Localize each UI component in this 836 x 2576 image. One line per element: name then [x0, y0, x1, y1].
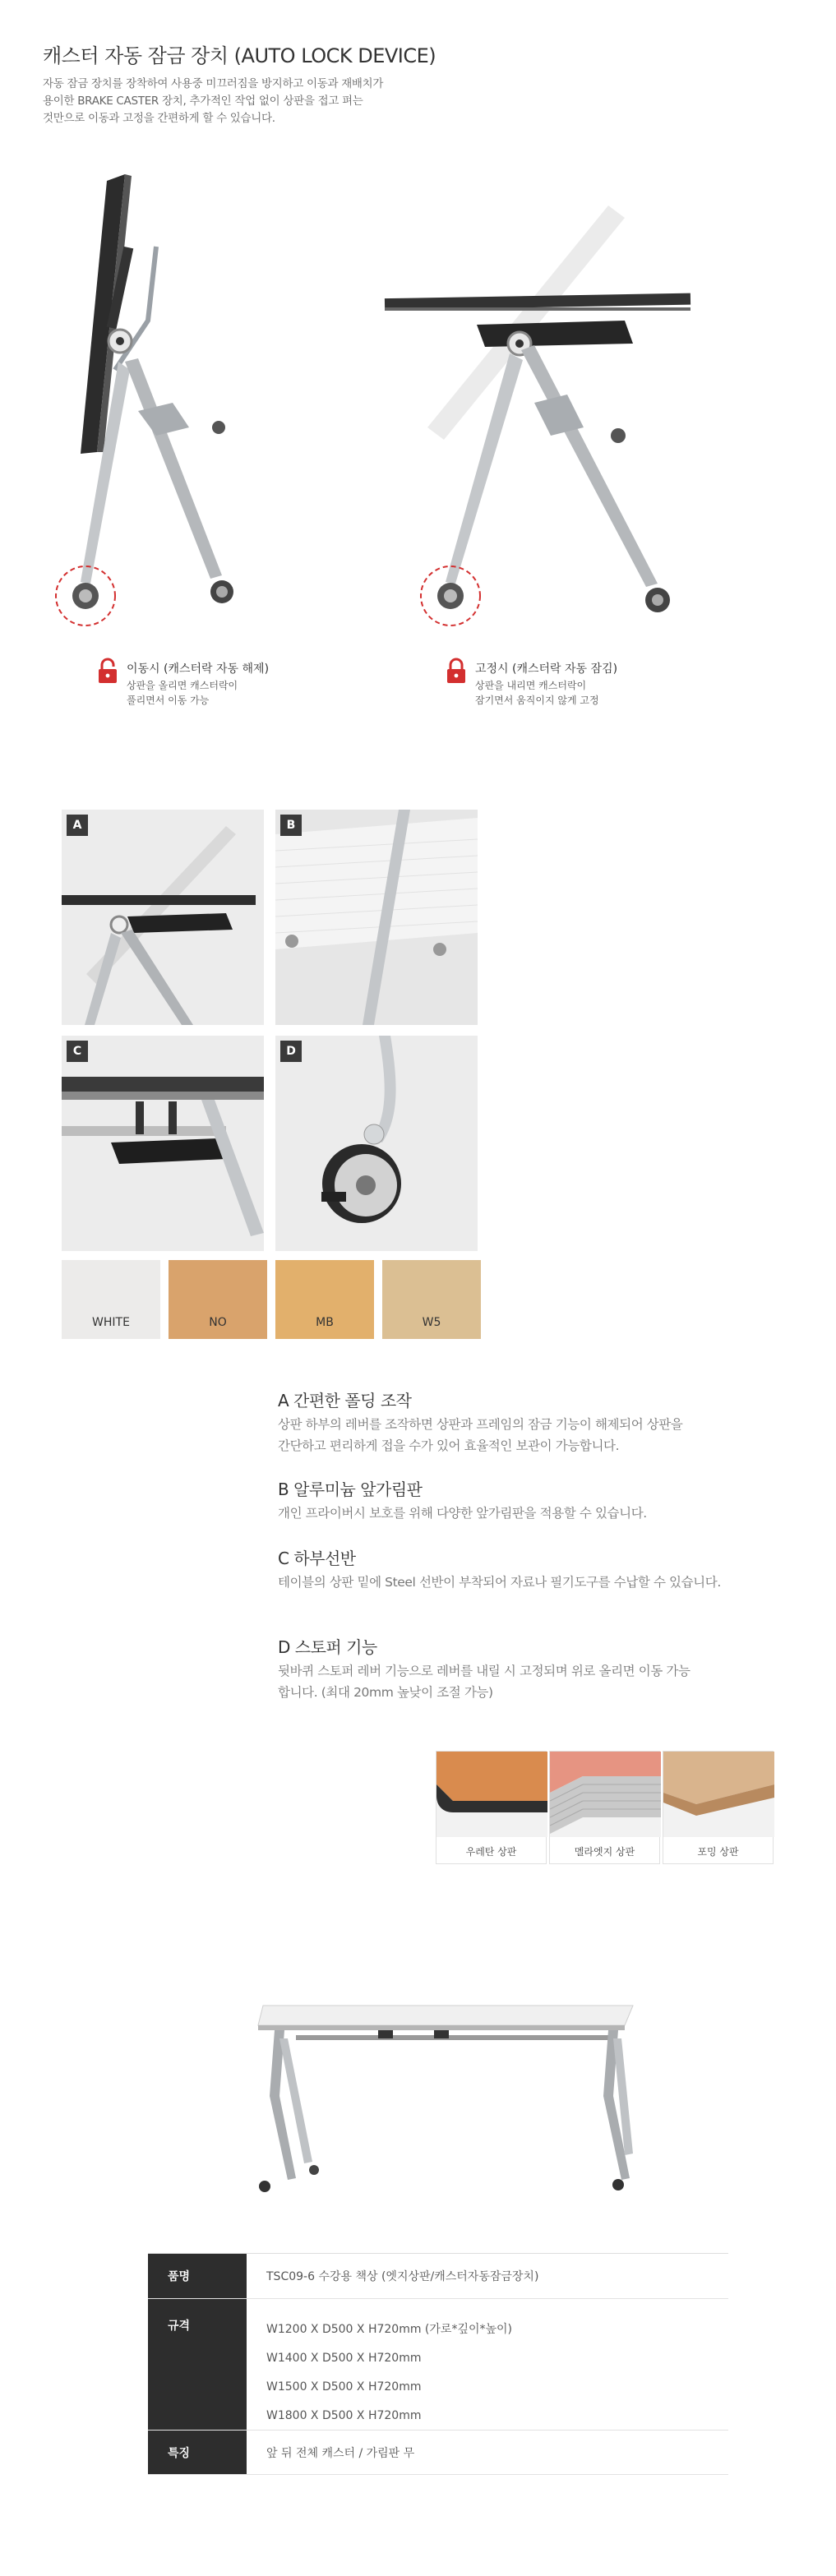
swatch-label: NO	[209, 1316, 227, 1329]
top-urethane	[436, 1751, 547, 1864]
intro-text	[43, 76, 454, 127]
feature-desc-line: 합니다. (최대 20mm 높낮이 조절 가능)	[278, 1685, 493, 1700]
spec-row-name	[148, 2254, 728, 2299]
spec-size-line: W1500 X D500 X H720mm	[266, 2380, 422, 2394]
top-label: 포밍 상판	[697, 1845, 739, 1858]
feature-c-desc	[278, 1572, 721, 1593]
feature-desc-line: 간단하고 편리하게 접을 수가 있어 효율적인 보관이 가능합니다.	[278, 1438, 620, 1453]
feature-desc-line: 개인 프라이버시 보호를 위해 다양한 앞가림판을 적용할 수 있습니다.	[278, 1506, 647, 1521]
spec-size-line: W1800 X D500 X H720mm	[266, 2409, 422, 2422]
feature-c-title: C 하부선반	[278, 1549, 356, 1568]
spec-row-size	[148, 2299, 728, 2431]
top-forming	[663, 1751, 774, 1864]
spec-size-line: W1200 X D500 X H720mm (가로*깊이*높이)	[266, 2323, 512, 2336]
swatch-label: W5	[422, 1316, 441, 1329]
state-desc-line: 상판을 올리면 캐스터락이	[127, 680, 238, 691]
state-desc	[475, 678, 617, 708]
top-label: 우레탄 상판	[465, 1845, 517, 1858]
open-desk-image	[378, 156, 723, 649]
spec-table	[148, 2253, 728, 2475]
state-desc-line: 잠기면서 움직이지 않게 고정	[475, 695, 599, 706]
state-title: 이동시 (캐스터락 자동 해제)	[127, 662, 270, 676]
folded-desk-image	[33, 156, 378, 649]
spec-row-feature	[148, 2431, 728, 2475]
unlock-icon	[97, 658, 118, 684]
feature-a-desc	[278, 1414, 683, 1457]
intro-line: 것만으로 이동과 고정을 간편하게 할 수 있습니다.	[43, 112, 275, 125]
feature-desc-line: 테이블의 상판 밑에 Steel 선반이 부착되어 자료나 필기도구를 수납할 수 있습니다.	[278, 1575, 721, 1590]
state-title: 고정시 (캐스터락 자동 잠김)	[475, 662, 618, 676]
lock-icon	[446, 658, 467, 684]
feature-b-title: B 알루미늄 앞가림판	[278, 1480, 423, 1499]
state-fixed	[446, 658, 617, 708]
spec-size-line: W1400 X D500 X H720mm	[266, 2352, 422, 2365]
state-desc	[127, 678, 269, 708]
swatch-no	[169, 1260, 267, 1339]
detail-badge: B	[280, 815, 302, 836]
spec-value: TSC09-6 수강용 책상 (엣지상판/캐스터자동잠금장치)	[266, 2270, 539, 2283]
feature-desc-line: 상판 하부의 레버를 조작하면 상판과 프레임의 잠금 기능이 해제되어 상판을	[278, 1417, 683, 1432]
detail-badge: A	[67, 815, 88, 836]
spec-label: 특징	[148, 2431, 247, 2474]
state-desc-line: 상판을 내리면 캐스터락이	[475, 680, 587, 691]
state-moving	[97, 658, 269, 708]
swatch-label: WHITE	[92, 1316, 130, 1329]
detail-image-d	[275, 1036, 478, 1251]
detail-image-a	[62, 810, 264, 1025]
feature-b-desc	[278, 1503, 647, 1524]
spec-value: 앞 뒤 전체 캐스터 / 가림판 무	[266, 2446, 415, 2460]
top-label: 멜라엣지 상판	[574, 1845, 635, 1858]
detail-image-c	[62, 1036, 264, 1251]
intro-line: 용이한 BRAKE CASTER 장치, 추가적인 작업 없이 상판을 접고 펴는	[43, 95, 363, 108]
spec-size-values	[247, 2299, 728, 2430]
feature-a-title: A 간편한 폴딩 조작	[278, 1391, 412, 1410]
desk-full-image	[247, 1989, 641, 2195]
spec-label: 규격	[148, 2299, 247, 2430]
spec-label: 품명	[148, 2254, 247, 2298]
swatch-mb	[275, 1260, 374, 1339]
page-title: 캐스터 자동 잠금 장치 (AUTO LOCK DEVICE)	[43, 44, 436, 67]
intro-line: 자동 잠금 장치를 장착하여 사용중 미끄러짐을 방지하고 이동과 재배치가	[43, 77, 384, 90]
swatch-w5	[382, 1260, 481, 1339]
detail-badge: D	[280, 1041, 302, 1062]
top-melaedge	[549, 1751, 660, 1864]
swatch-label: MB	[316, 1316, 334, 1329]
swatch-white	[62, 1260, 160, 1339]
feature-d-desc	[278, 1660, 691, 1703]
feature-d-title: D 스토퍼 기능	[278, 1637, 377, 1657]
detail-image-b	[275, 810, 478, 1025]
state-desc-line: 풀리면서 이동 가능	[127, 695, 210, 706]
feature-desc-line: 뒷바퀴 스토퍼 레버 기능으로 레버를 내릴 시 고정되며 위로 올리면 이동 가능	[278, 1664, 691, 1678]
detail-badge: C	[67, 1041, 88, 1062]
